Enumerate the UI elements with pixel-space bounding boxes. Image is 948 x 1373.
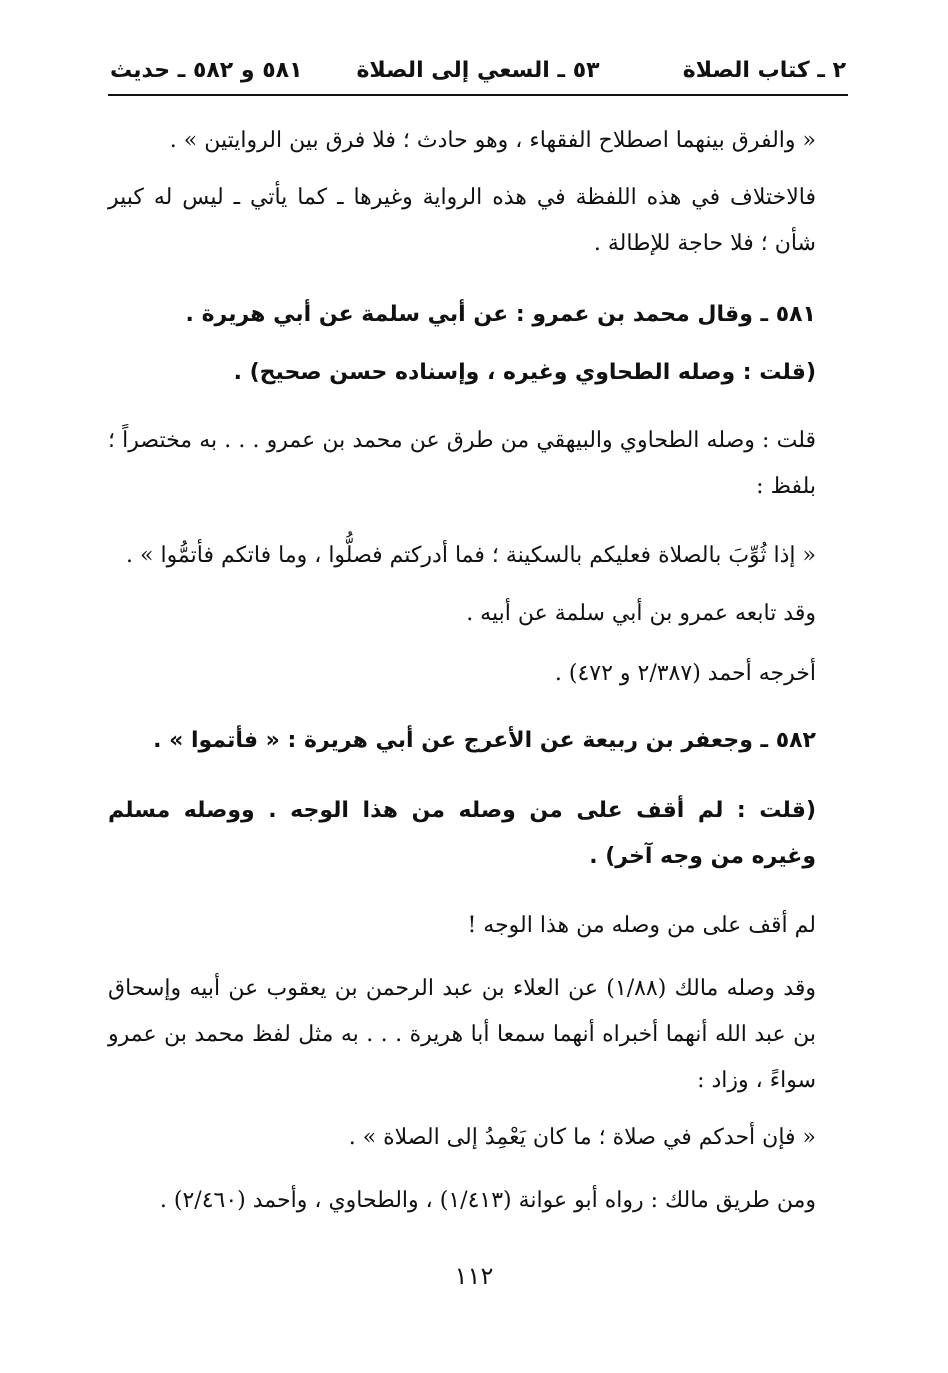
paragraph-quote-difference: « والفرق بينهما اصطلاح الفقهاء ، وهو حادث ؛ فلا فرق بين الروايتين » . (169, 128, 816, 153)
page-number: ١١٢ (454, 1262, 494, 1290)
header-section: ٥٣ ـ السعي إلى الصلاة (356, 58, 600, 83)
paragraph-addition-quote: « فإن أحدكم في صلاة ؛ ما كان يَعْمِدُ إلى الصلاة » . (348, 1125, 816, 1150)
hadith-582-heading: ٥٨٢ ـ وجعفر بن ربيعة عن الأعرج عن أبي هريرة : « فأتموا » . (153, 728, 816, 753)
paragraph-discussion: فالاختلاف في هذه اللفظة في هذه الرواية وغيرها ـ كما يأتي ـ ليس له كبير شأن ؛ فلا حاجة للإطالة . (108, 185, 816, 256)
hadith-581-note: (قلت : وصله الطحاوي وغيره ، وإسناده حسن صحيح) . (233, 360, 816, 385)
running-header (108, 56, 848, 96)
header-chapter: ٢ ـ كتاب الصلاة (682, 58, 846, 83)
header-hadith-numbers: ٥٨١ و ٥٨٢ ـ حديث (110, 58, 303, 83)
paragraph-hadith-text: « إذا ثُوِّبَ بالصلاة فعليكم بالسكينة ؛ فما أدركتم فصلُّوا ، وما فاتكم فأتمُّوا » . (126, 543, 816, 568)
paragraph-follow-up: وقد تابعه عمرو بن أبي سلمة عن أبيه . (466, 601, 816, 626)
paragraph-malik-route: ومن طريق مالك : رواه أبو عوانة (١/٤١٣) ، والطحاوي ، وأحمد (٢/٤٦٠) . (159, 1188, 816, 1213)
paragraph-commentary-581: قلت : وصله الطحاوي والبيهقي من طرق عن محمد بن عمرو . . . به مختصراً ؛ بلفظ : (108, 428, 816, 499)
hadith-582-note: (قلت : لم أقف على من وصله من هذا الوجه . ووصله مسلم وغيره من وجه آخر) . (108, 798, 816, 869)
paragraph-reference-ahmad: أخرجه أحمد (٢/٣٨٧ و ٤٧٢) . (554, 661, 816, 686)
paragraph-malik-connection: وقد وصله مالك (١/٨٨) عن العلاء بن عبد الرحمن بن يعقوب عن أبيه وإسحاق بن عبد الله أنهما أخبراه أنهما سمعا أبا هريرة . . . به مثل لفظ محمد بن عمرو سواءً ، وزاد : (108, 976, 817, 1093)
hadith-581-heading: ٥٨١ ـ وقال محمد بن عمرو : عن أبي سلمة عن أبي هريرة . (185, 302, 816, 327)
paragraph-no-connection: لم أقف على من وصله من هذا الوجه ! (467, 913, 816, 938)
